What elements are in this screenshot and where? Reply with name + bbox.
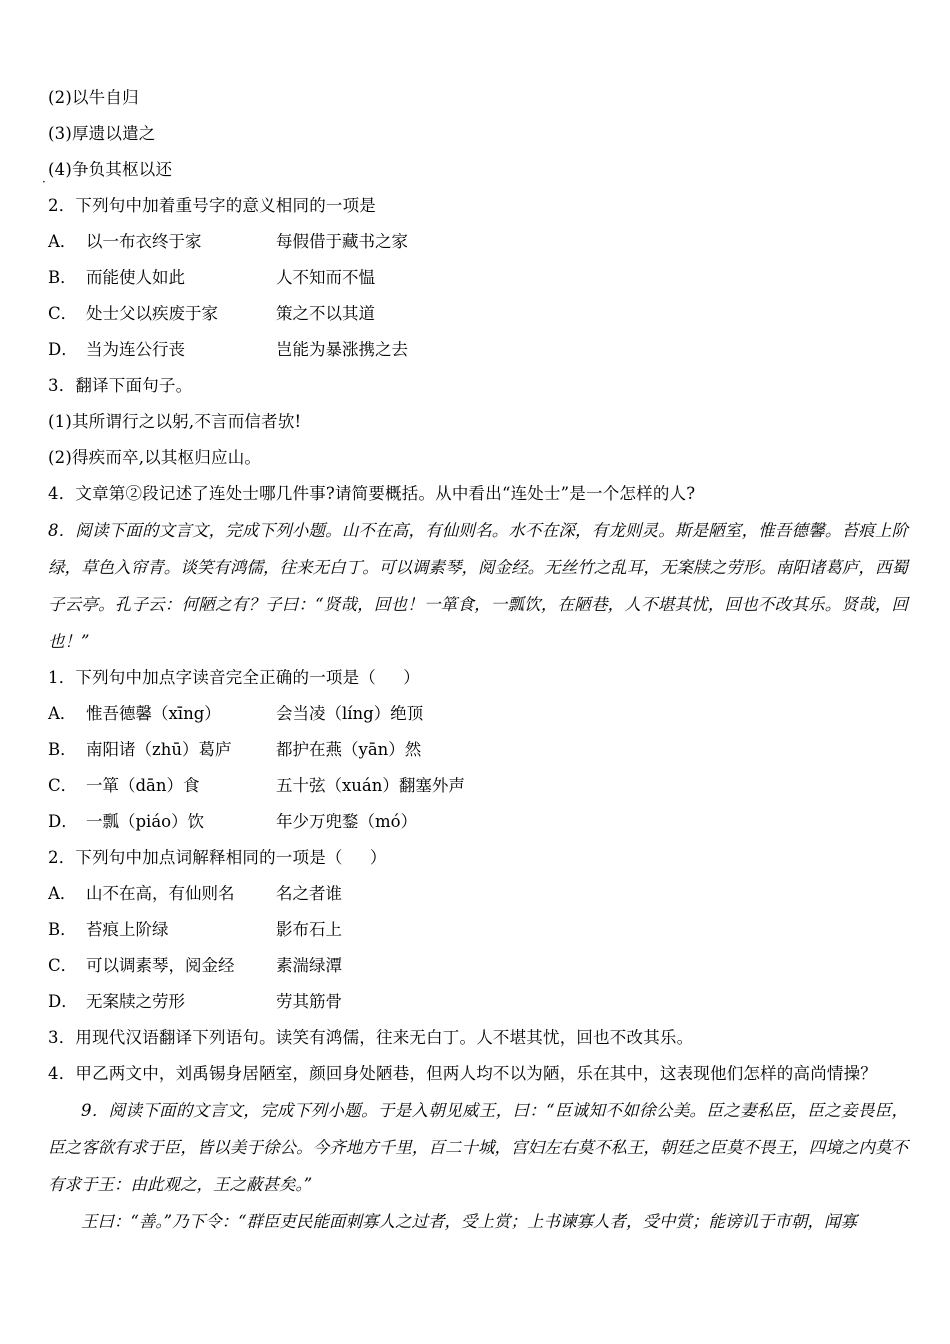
option-text-right: 每假借于藏书之家	[276, 232, 408, 251]
option-text-left: 苔痕上阶绿	[86, 920, 169, 939]
option-text-right: 会当凌（líng）绝顶	[276, 704, 424, 723]
option-label: C．	[48, 304, 78, 323]
option-text-left: 当为连公行丧	[86, 340, 185, 359]
option-label: C．	[48, 956, 78, 975]
option-row	[48, 984, 908, 1020]
option-text-left: 无案牍之劳形	[86, 992, 185, 1011]
option-text-right: 策之不以其道	[276, 304, 375, 323]
option-row	[48, 912, 908, 948]
option-row	[48, 332, 908, 368]
passage-paragraph: 9．阅读下面的文言文，完成下列小题。于是入朝见威王，曰：“臣诚知不如徐公美。臣之妻私臣，臣之妾畏臣，臣之客欲有求于臣，皆以美于徐公。今齐地方千里，百二十城，宫妇左右莫不私王，朝廷之臣莫不畏王，四境之内莫不有求于王：由此观之，王之蔽甚矣。”	[48, 1101, 908, 1194]
option-row	[48, 948, 908, 984]
option-row	[48, 296, 908, 332]
option-label: D．	[48, 812, 78, 831]
question-heading: 3．用现代汉语翻译下列语句。读笑有鸿儒，往来无白丁。人不堪其忧，回也不改其乐。	[48, 1028, 694, 1047]
option-label: D．	[48, 340, 78, 359]
option-text-right: 人不知而不愠	[276, 268, 375, 287]
option-text-right: 岂能为暴涨携之去	[276, 340, 408, 359]
option-label: A．	[48, 704, 77, 723]
text-line: (2)得疾而卒,以其枢归应山。	[48, 448, 262, 467]
option-text-left: 以一布衣终于家	[86, 232, 202, 251]
option-row	[48, 732, 908, 768]
option-text-right: 劳其筋骨	[276, 992, 342, 1011]
option-label: A．	[48, 232, 77, 251]
option-text-left: 山不在高，有仙则名	[86, 884, 235, 903]
option-text-right: 五十弦（xuán）翻塞外声	[276, 776, 465, 795]
document-content	[48, 80, 908, 1240]
option-label: B．	[48, 268, 77, 287]
option-text-right: 影布石上	[276, 920, 342, 939]
question-heading: 3．翻译下面句子。	[48, 376, 193, 395]
option-text-right: 都护在燕（yān）然	[276, 740, 422, 759]
option-row	[48, 768, 908, 804]
option-label: C．	[48, 776, 78, 795]
option-row	[48, 804, 908, 840]
option-row	[48, 260, 908, 296]
text-line: (2)以牛自归	[48, 88, 139, 107]
option-label: D．	[48, 992, 78, 1011]
option-text-left: 而能使人如此	[86, 268, 185, 287]
option-text-left: 一箪（dān）食	[86, 776, 200, 795]
option-text-left: 可以调素琴，阅金经	[86, 956, 235, 975]
option-text-right: 素湍绿潭	[276, 956, 342, 975]
text-line: (1)其所谓行之以躬,不言而信者欤!	[48, 412, 302, 431]
stray-dot-mark: ·	[42, 175, 46, 189]
question-heading: 1．下列句中加点字读音完全正确的一项是（ ）	[48, 668, 420, 687]
text-line: (3)厚遗以遣之	[48, 124, 156, 143]
question-heading: 2．下列句中加点词解释相同的一项是（ ）	[48, 848, 387, 867]
passage-paragraph: 8．阅读下面的文言文，完成下列小题。山不在高，有仙则名。水不在深，有龙则灵。斯是陋室，惟吾德馨。苔痕上阶绿，草色入帘青。谈笑有鸿儒，往来无白丁。可以调素琴，阅金经。无丝竹之乱耳，无案牍之劳形。南阳诸葛庐，西蜀子云亭。孔子云：何陋之有？子曰：“贤哉，回也！一箪食，一瓢饮，在陋巷，人不堪其忧，回也不改其乐。贤哉，回也！”	[48, 521, 908, 651]
option-row	[48, 876, 908, 912]
option-text-left: 处士父以疾废于家	[86, 304, 218, 323]
option-text-right: 年少万兜鍪（mó）	[276, 812, 418, 831]
question-heading: 4．甲乙两文中，刘禹锡身居陋室，颜回身处陋巷，但两人均不以为陋，乐在其中，这表现他们怎样的高尚情操？	[48, 1064, 877, 1083]
option-label: B．	[48, 740, 77, 759]
text-line: (4)争负其枢以还	[48, 160, 173, 179]
option-text-left: 南阳诸（zhū）葛庐	[86, 740, 232, 759]
option-text-right: 名之者谁	[276, 884, 342, 903]
option-label: A．	[48, 884, 77, 903]
option-row	[48, 224, 908, 260]
question-heading: 2．下列句中加着重号字的意义相同的一项是	[48, 196, 376, 215]
option-label: B．	[48, 920, 77, 939]
question-heading: 4．文章第②段记述了连处士哪几件事?请简要概括。从中看出“连处士”是一个怎样的人?	[48, 484, 696, 503]
option-text-left: 惟吾德馨（xīng）	[86, 704, 221, 723]
option-row	[48, 696, 908, 732]
option-text-left: 一瓢（piáo）饮	[86, 812, 205, 831]
passage-paragraph: 王曰：“善。”乃下令：“群臣吏民能面刺寡人之过者，受上赏；上书谏寡人者，受中赏；能谤讥于市朝，闻寡	[81, 1212, 858, 1231]
